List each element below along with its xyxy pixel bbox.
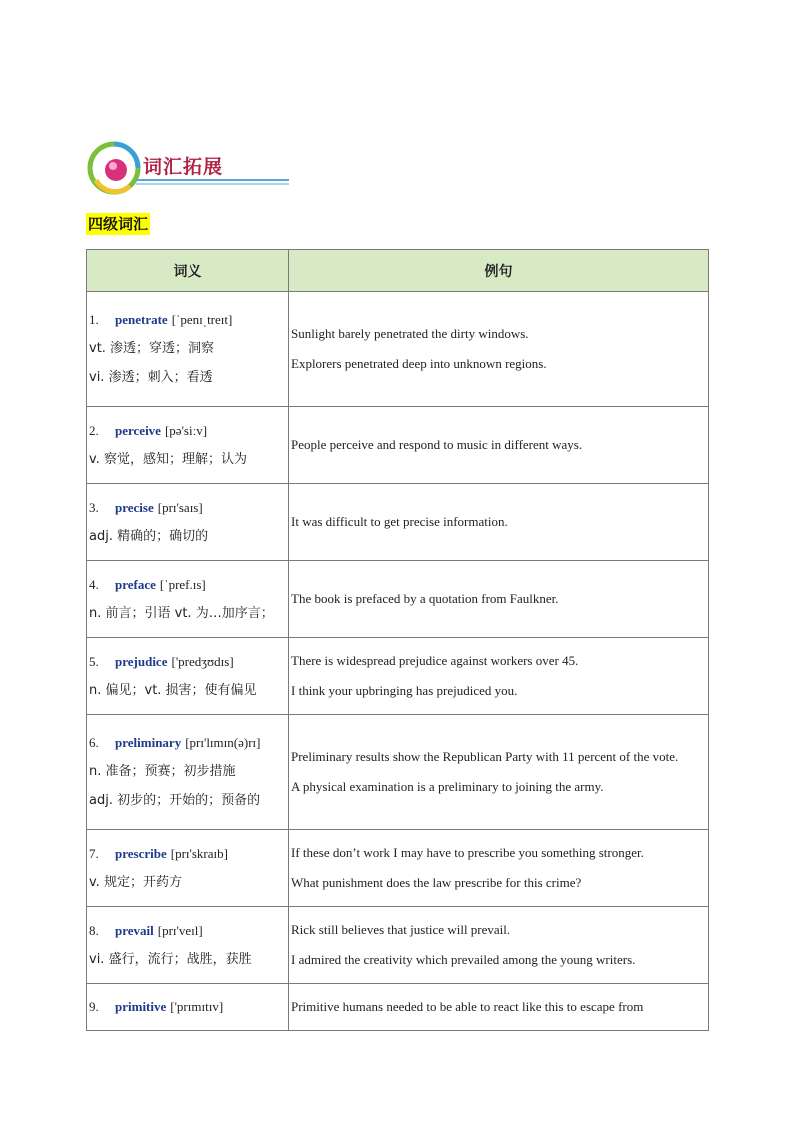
entry-number: 4. bbox=[89, 576, 99, 592]
table-row bbox=[87, 715, 709, 830]
table-body bbox=[87, 292, 709, 1031]
word-line bbox=[89, 733, 286, 753]
definition: v. 规定；开药方 bbox=[89, 874, 182, 890]
word-line bbox=[89, 997, 286, 1017]
definition: n. 偏见；vt. 损害；使有偏见 bbox=[89, 682, 257, 698]
phonetic: [prɪ'lɪmɪn(ə)rɪ] bbox=[185, 735, 261, 750]
entry-number: 5. bbox=[89, 653, 99, 669]
headword: prejudice bbox=[115, 653, 168, 669]
section-header bbox=[86, 140, 291, 196]
word-line bbox=[89, 652, 286, 672]
table-row bbox=[87, 830, 709, 907]
example-sentence: A physical examination is a preliminary to joining the army. bbox=[291, 779, 604, 794]
headword: prevail bbox=[115, 922, 154, 938]
example-sentence: Sunlight barely penetrated the dirty windows. bbox=[291, 326, 529, 341]
phonetic: [ˈpenɪˌtreɪt] bbox=[171, 312, 233, 327]
word-line bbox=[89, 575, 286, 595]
headword: prescribe bbox=[115, 845, 167, 861]
entry-number: 7. bbox=[89, 845, 99, 861]
table-row bbox=[87, 561, 709, 638]
entry-number: 2. bbox=[89, 422, 99, 438]
definition: adj. 初步的；开始的；预备的 bbox=[89, 793, 261, 808]
headword: perceive bbox=[115, 422, 161, 438]
example-cell bbox=[289, 830, 709, 907]
level-subtitle: 四级词汇 bbox=[88, 215, 149, 233]
phonetic: [prɪ'veɪl] bbox=[157, 922, 203, 938]
example-cell bbox=[289, 407, 709, 484]
phonetic: [prɪ'saɪs] bbox=[157, 499, 203, 515]
phonetic: ['predʒʊdɪs] bbox=[171, 653, 234, 669]
definition: adj. 精确的；确切的 bbox=[89, 528, 209, 544]
definition: vi. 渗透；刺入；看透 bbox=[89, 370, 213, 385]
headword: primitive bbox=[115, 999, 167, 1014]
meaning-cell bbox=[87, 292, 289, 407]
entry-number: 6. bbox=[89, 735, 99, 750]
meaning-cell bbox=[87, 561, 289, 638]
word-line bbox=[89, 498, 286, 518]
column-header-example: 例句 bbox=[289, 250, 709, 292]
definition: n. 准备；预赛；初步措施 bbox=[89, 764, 236, 779]
vocab-table bbox=[86, 249, 709, 1031]
example-sentence: Primitive humans needed to be able to react like this to escape from bbox=[291, 999, 644, 1014]
example-sentence: Rick still believes that justice will prevail. bbox=[291, 922, 511, 937]
table-header-row bbox=[87, 250, 709, 292]
meaning-cell bbox=[87, 407, 289, 484]
entry-number: 8. bbox=[89, 922, 99, 938]
definition: vi. 盛行，流行；战胜，获胜 bbox=[89, 951, 252, 967]
table-row bbox=[87, 638, 709, 715]
example-sentence: There is widespread prejudice against workers over 45. bbox=[291, 653, 579, 668]
definition: n. 前言；引语 vt. 为…加序言； bbox=[89, 605, 274, 621]
section-title: 词汇拓展 bbox=[143, 156, 224, 178]
example-sentence: I think your upbringing has prejudiced you. bbox=[291, 683, 518, 698]
example-cell bbox=[289, 715, 709, 830]
example-sentence: It was difficult to get precise information. bbox=[291, 514, 508, 529]
word-line bbox=[89, 921, 286, 941]
example-sentence: People perceive and respond to music in different ways. bbox=[291, 437, 583, 452]
example-sentence: I admired the creativity which prevailed among the young writers. bbox=[291, 952, 636, 967]
example-sentence: Explorers penetrated deep into unknown regions. bbox=[291, 356, 547, 371]
example-sentence: Preliminary results show the Republican Party with 11 percent of the vote. bbox=[291, 749, 679, 764]
phonetic: [pə'siːv] bbox=[164, 422, 208, 438]
entry-number: 3. bbox=[89, 499, 99, 515]
definition: v. 察觉，感知；理解；认为 bbox=[89, 451, 247, 467]
table-row bbox=[87, 292, 709, 407]
table-row bbox=[87, 984, 709, 1031]
example-cell bbox=[289, 292, 709, 407]
meaning-cell bbox=[87, 907, 289, 984]
example-cell bbox=[289, 907, 709, 984]
example-cell bbox=[289, 984, 709, 1031]
example-sentence: If these don’t work I may have to prescribe you something stronger. bbox=[291, 845, 644, 860]
definition: vt. 渗透；穿透；洞察 bbox=[89, 341, 215, 356]
column-header-meaning: 词义 bbox=[87, 250, 289, 292]
example-cell bbox=[289, 638, 709, 715]
example-cell bbox=[289, 484, 709, 561]
example-sentence: The book is prefaced by a quotation from Faulkner. bbox=[291, 591, 559, 606]
meaning-cell bbox=[87, 484, 289, 561]
meaning-cell bbox=[87, 984, 289, 1031]
table-row bbox=[87, 484, 709, 561]
headword: penetrate bbox=[115, 312, 168, 327]
table-row bbox=[87, 907, 709, 984]
table-row bbox=[87, 407, 709, 484]
meaning-cell bbox=[87, 638, 289, 715]
example-sentence: What punishment does the law prescribe for this crime? bbox=[291, 875, 582, 890]
phonetic: [prɪ'skraɪb] bbox=[170, 845, 228, 861]
meaning-cell bbox=[87, 715, 289, 830]
word-line bbox=[89, 844, 286, 864]
phonetic: [ˈpref.ɪs] bbox=[159, 576, 206, 592]
entry-number: 9. bbox=[89, 999, 99, 1014]
phonetic: ['prɪmɪtɪv] bbox=[170, 999, 224, 1014]
example-cell bbox=[289, 561, 709, 638]
word-line bbox=[89, 421, 286, 441]
entry-number: 1. bbox=[89, 312, 99, 327]
headword: preliminary bbox=[115, 735, 182, 750]
headword: preface bbox=[115, 576, 156, 592]
meaning-cell bbox=[87, 830, 289, 907]
headword: precise bbox=[115, 499, 154, 515]
word-line bbox=[89, 310, 286, 330]
